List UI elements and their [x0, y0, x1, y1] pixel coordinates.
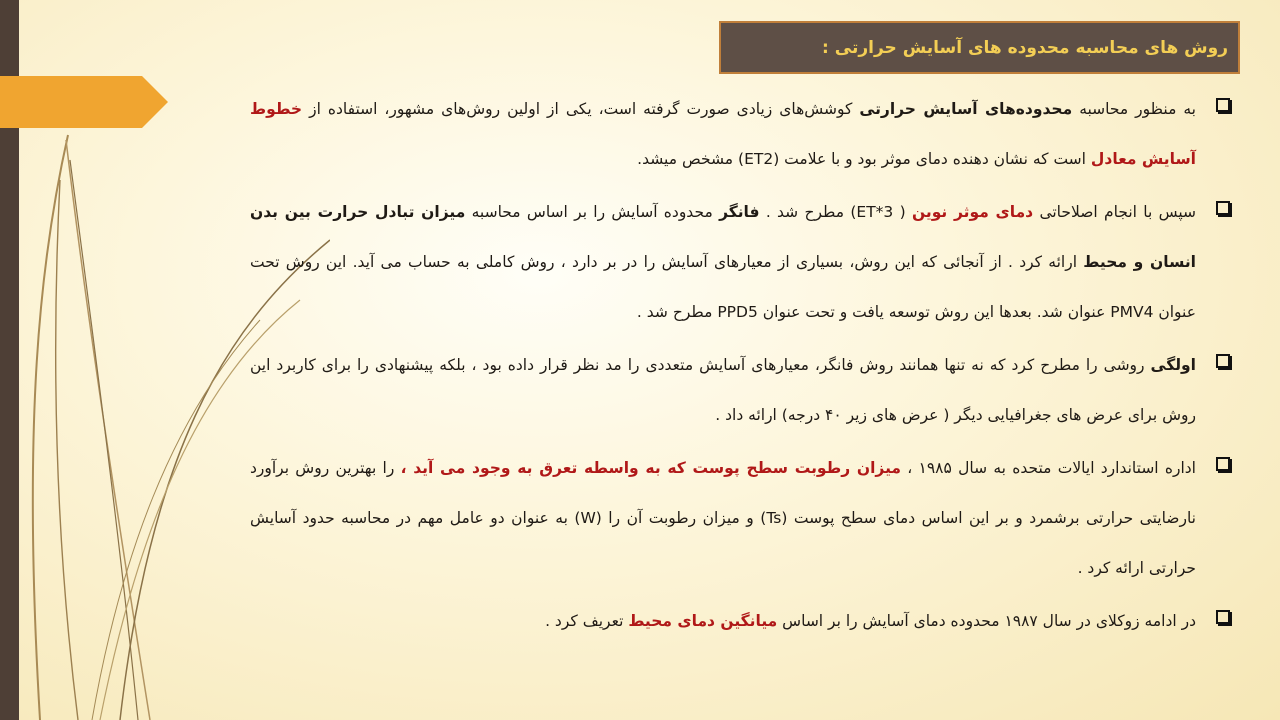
hollow-square-bullet-icon — [1216, 457, 1230, 471]
bullet-item-4 — [250, 443, 1232, 593]
slide-title-box — [719, 21, 1240, 74]
text-segment: اداره استاندارد ایالات متحده به سال ۱۹۸۵ ، — [901, 459, 1196, 477]
text-segment: محدوده آسایش را بر اساس محاسبه — [465, 203, 720, 221]
bold-term: میزان تبادل حرارت بین بدن انسان و محیط — [250, 203, 1196, 271]
bullet-item-5 — [250, 596, 1232, 646]
text-segment: سپس با انجام اصلاحاتی — [1033, 203, 1197, 221]
bullet-list — [250, 84, 1232, 714]
bold-term: فانگر — [719, 203, 760, 221]
text-segment: ( ET*3) مطرح شد . — [759, 203, 912, 221]
bullet-item-3 — [250, 340, 1232, 440]
text-segment: به منظور محاسبه — [1072, 100, 1196, 118]
highlight-term: خطوط آسایش معادل — [250, 100, 1196, 168]
hollow-square-bullet-icon — [1216, 98, 1230, 112]
slide-title: روش های محاسبه محدوده های آسایش حرارتی : — [822, 37, 1228, 58]
text-segment: است که نشان دهنده دمای موثر بود و با علامت (ET2) مشخص میشد. — [637, 150, 1091, 168]
text-segment: تعریف کرد . — [545, 612, 629, 630]
hollow-square-bullet-icon — [1216, 201, 1230, 215]
text-segment: کوشش‌های زیادی صورت گرفته است، یکی از اولین روش‌های مشهور، استفاده از — [302, 100, 860, 118]
highlight-term: میانگین دمای محیط — [628, 612, 778, 630]
bullet-item-2 — [250, 187, 1232, 337]
bullet-item-1 — [250, 84, 1232, 184]
bold-term: محدوده‌های آسایش حرارتی — [859, 100, 1073, 118]
text-segment: ارائه کرد . از آنجائی که این روش، بسیاری از معیارهای آسایش را در بر دارد ، روش کاملی به حساب می آید. این روش تحت عنوان PMV4 عنوان شد. بعدها این روش توسعه یافت و تحت عنوان PPD5 مطرح شد . — [250, 253, 1196, 321]
text-segment: در ادامه زوکلای در سال ۱۹۸۷ محدوده دمای آسایش را بر اساس — [777, 612, 1196, 630]
bold-term: اولگی — [1150, 356, 1196, 374]
highlight-term: دمای موثر نوین — [911, 203, 1034, 221]
text-segment: را بهترین روش برآورد نارضایتی حرارتی برشمرد و بر این اساس دمای سطح پوست (Ts) و میزان رطوبت آن را (W) به عنوان دو عامل مهم در محاسبه حدود آسایش حرارتی ارائه کرد . — [250, 459, 1196, 577]
highlight-term: میزان رطوبت سطح پوست که به واسطه تعرق به وجود می آید ، — [400, 459, 901, 477]
orange-arrow-shape — [0, 76, 168, 128]
hollow-square-bullet-icon — [1216, 354, 1230, 368]
text-segment: روشی را مطرح کرد که نه تنها همانند روش فانگر، معیارهای آسایش متعددی را مد نظر قرار داده بود ، بلکه پیشنهادی را برای کاربرد این روش برای عرض های جغرافیایی دیگر ( عرض های زیر ۴۰ درجه) ارائه داد . — [250, 356, 1196, 424]
hollow-square-bullet-icon — [1216, 610, 1230, 624]
